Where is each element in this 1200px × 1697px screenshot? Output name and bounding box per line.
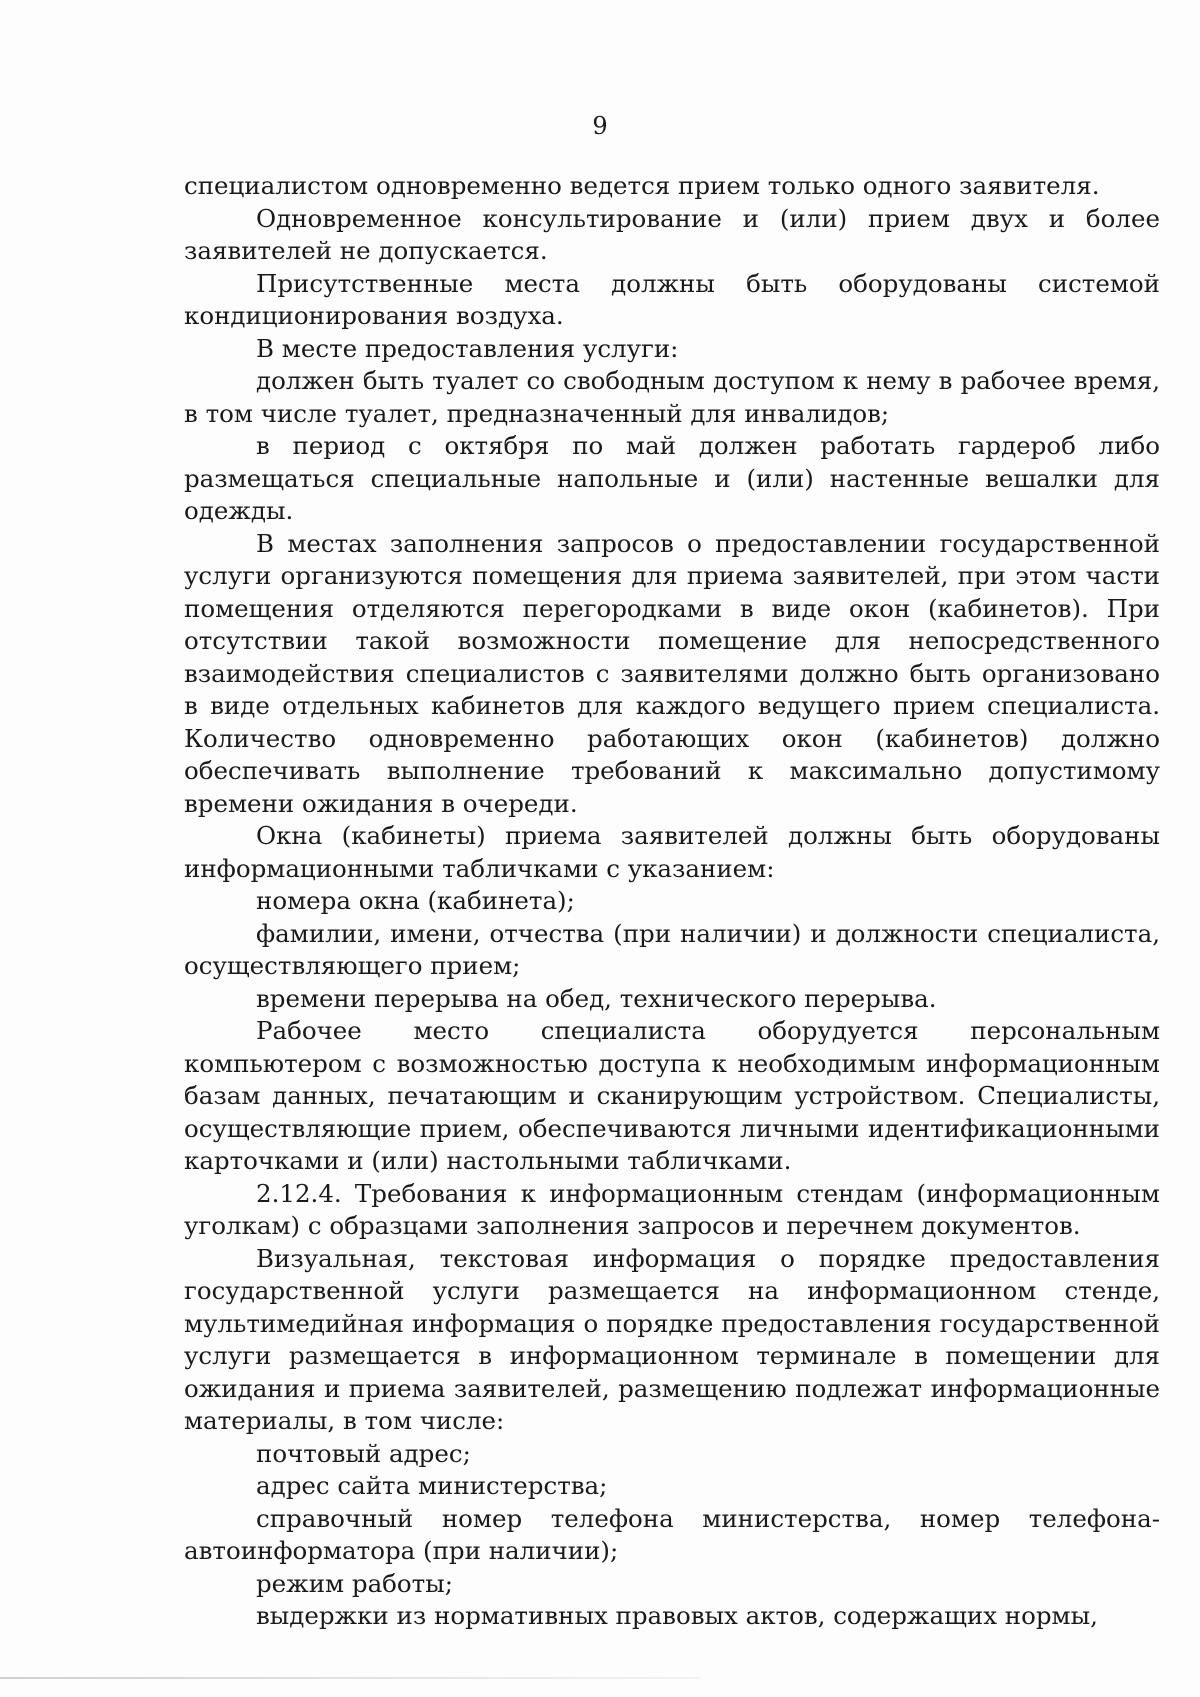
paragraph: специалистом одновременно ведется прием только одного заявителя. <box>184 171 1100 200</box>
scan-edge-line <box>0 1677 700 1679</box>
paragraph: номера окна (кабинета); <box>256 886 575 915</box>
paragraph: времени перерыва на обед, технического перерыва. <box>256 983 937 1013</box>
paragraph: Одновременное консультирование и (или) прием двух и более заявителей не допускается. <box>184 203 1160 265</box>
page-number: 9 <box>592 112 608 140</box>
paragraph: Окна (кабинеты) приема заявителей должны быть оборудованы информационными табличками с указанием: <box>184 821 1160 883</box>
document-body <box>184 170 1160 1633</box>
paragraph: В местах заполнения запросов о предоставлении государственной услуги организуются помещения для приема заявителей, при этом части помещения отделяются перегородками в виде окон (кабинетов). При отсутствии такой возможности помещение для непосредственного взаимодействия специалистов с заявителями должно быть организовано в виде отдельных кабинетов для каждого ведущего прием специалиста. Количество одновременно работающих окон (кабинетов) должно обеспечивать выполнение требований к максимально допустимому времени ожидания в очереди. <box>184 528 1160 818</box>
list-item: режим работы; <box>256 1568 453 1598</box>
paragraph: Визуальная, текстовая информация о порядке предоставления государственной услуги размещается на информационном стенде, мультимедийная информация о порядке предоставления государственной услуги размещается в информационном терминале в помещении для ожидания и приема заявителей, размещению подлежат информационные материалы, в том числе: <box>184 1243 1160 1435</box>
list-item: почтовый адрес; <box>256 1438 471 1468</box>
paragraph: Рабочее место специалиста оборудуется персональным компьютером с возможностью доступа к необходимым информационным базам данных, печатающим и сканирующим устройством. Специалисты, осуществляющие прием, обеспечиваются личными идентификационными карточками и (или) настольными табличками. <box>184 1016 1160 1175</box>
paragraph: в период с октября по май должен работать гардероб либо размещаться специальные напольные и (или) настенные вешалки для одежды. <box>184 431 1160 525</box>
list-item: адрес сайта министерства; <box>256 1471 608 1500</box>
section-heading: 2.12.4. Требования к информационным стендам (информационным уголкам) с образцами заполнения запросов и перечнем документов. <box>184 1178 1160 1240</box>
paragraph: должен быть туалет со свободным доступом к нему в рабочее время, в том числе туалет, предназначенный для инвалидов; <box>184 366 1160 428</box>
paragraph: фамилии, имени, отчества (при наличии) и должности специалиста, осуществляющего прием; <box>184 918 1160 980</box>
list-item: выдержки из нормативных правовых актов, содержащих нормы, <box>256 1601 1098 1630</box>
paragraph: В месте предоставления услуги: <box>256 333 679 363</box>
paragraph: Присутственные места должны быть оборудованы системой кондиционирования воздуха. <box>184 268 1160 330</box>
list-item: справочный номер телефона министерства, номер телефона-автоинформатора (при наличии); <box>184 1503 1160 1565</box>
